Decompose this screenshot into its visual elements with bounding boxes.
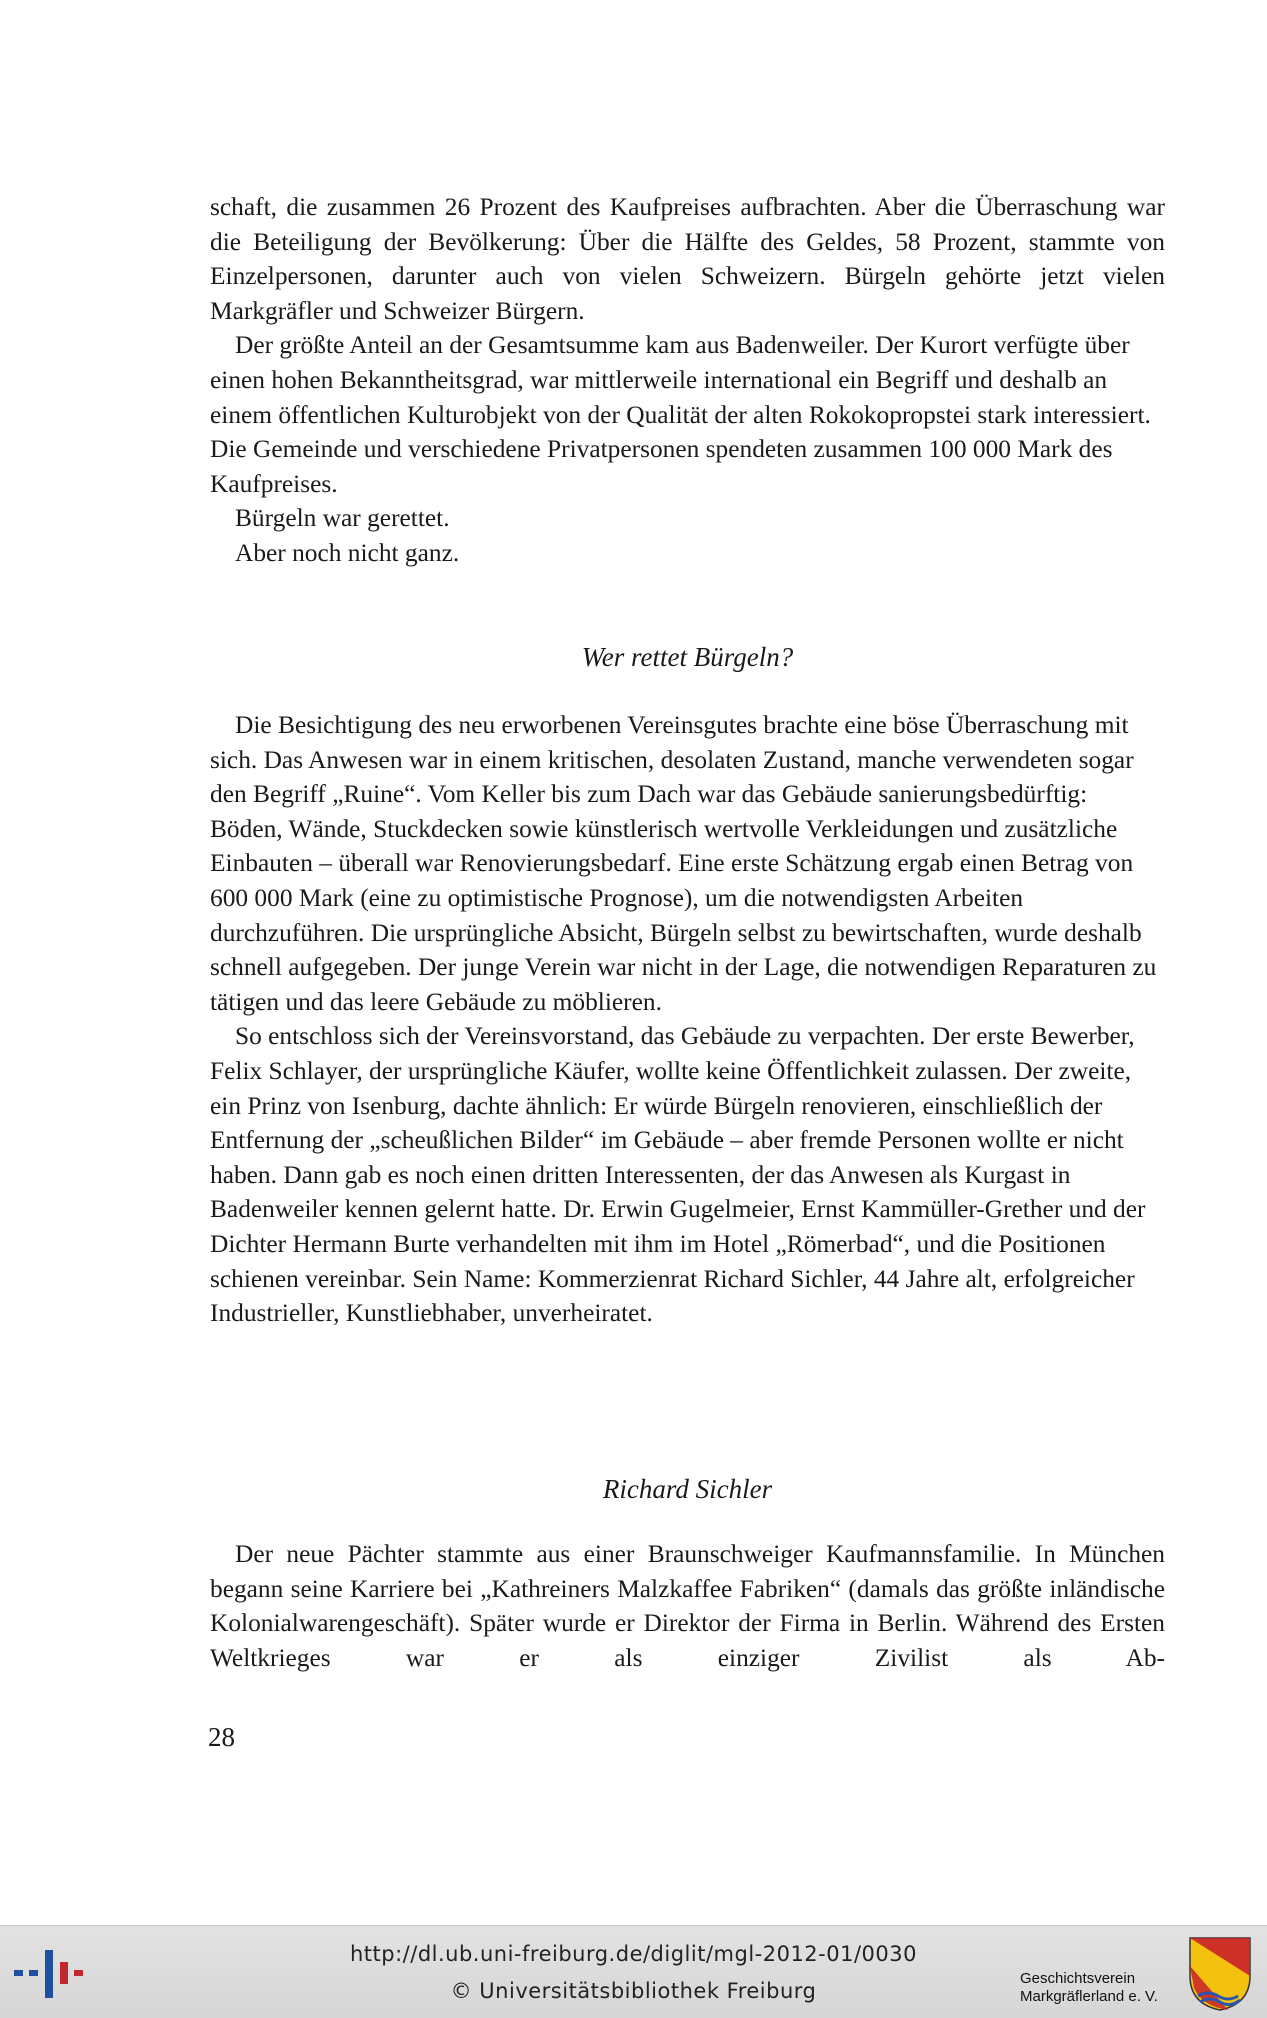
paragraph: Der neue Pächter stammte aus einer Braunschweiger Kaufmannsfamilie. In München begann seine Karriere bei „Kathreiners Malzkaffee Fabriken“ (damals das größte inländische Kolonialwarengeschäft). Später wurde er Direktor der Firma in Berlin. Während des Ersten Weltkrieges war er als einziger Zivilist als Ab- [210,1540,1165,1672]
society-name-line-1: Geschichtsverein [1020,1970,1136,1987]
footer-bar [0,1925,1267,2018]
section-heading: Richard Sichler [602,1474,773,1504]
coat-of-arms-icon [1188,1936,1252,2012]
paragraph: schaft, die zusammen 26 Prozent des Kaufpreises aufbrachten. Aber die Überraschung war die Beteiligung der Bevölkerung: Über die Hälfte des Geldes, 58 Prozent, stammte von Einzelpersonen, darunter auch von vielen Schweizern. Bürgeln gehörte jetzt vielen Markgräfler und Schweizer Bürgern. [210,193,1165,325]
copyright-text: © Universitätsbibliothek Freiburg [450,1979,817,2003]
paragraph: Bürgeln war gerettet. [235,504,450,533]
text-block-2 [210,708,1165,1331]
page-number: 28 [208,1722,235,1752]
text-block-1 [210,190,1165,571]
section-heading: Wer rettet Bürgeln? [581,642,794,672]
paragraph: Die Besichtigung des neu erworbenen Vereinsgutes brachte eine böse Überraschung mit sich. Das Anwesen war in einem kritischen, desolaten Zustand, manche verwendeten sogar den Begriff „Ruine“. Vom Keller bis zum Dach war das Gebäude sanierungsbedürftig: Böden, Wände, Stuckdecken sowie künstlerisch wertvolle Verkleidungen und zusätzliche Einbauten – überall war Renovierungsbedarf. Eine erste Schätzung ergab einen Betrag von 600 000 Mark (eine zu optimistische Prognose), um die notwendigsten Arbeiten durchzuführen. Die ursprüngliche Absicht, Bürgeln selbst zu bewirtschaften, wurde deshalb schnell aufgegeben. Der junge Verein war nicht in der Lage, die notwendigen Reparaturen zu tätigen und das leere Gebäude zu möblieren. [210,711,1157,1016]
text-block-3 [210,1537,1165,1675]
paragraph: Aber noch nicht ganz. [235,538,460,567]
society-name [1020,1970,1158,2006]
paragraph: Der größte Anteil an der Gesamtsumme kam aus Badenweiler. Der Kurort verfügte über einen hohen Bekanntheitsgrad, war mittlerweile international ein Begriff und deshalb an einem öffentlichen Kulturobjekt von der Qualität der alten Rokokopropstei stark interessiert. Die Gemeinde und verschiedene Privatpersonen spendeten zusammen 100 000 Mark des Kaufpreises. [210,331,1151,498]
permalink-url[interactable]: http://dl.ub.uni-freiburg.de/diglit/mgl-2012-01/0030 [349,1942,917,1966]
paragraph: So entschloss sich der Vereinsvorstand, das Gebäude zu verpachten. Der erste Bewerber, Felix Schlayer, der ursprüngliche Käufer, wollte keine Öffentlichkeit zulassen. Der zweite, ein Prinz von Isenburg, dachte ähnlich: Er würde Bürgeln renovieren, einschließlich der Entfernung der „scheußlichen Bilder“ im Gebäude – aber fremde Personen wollte er nicht haben. Dann gab es noch einen dritten Interessenten, der das Anwesen als Kurgast in Badenweiler kennen gelernt hatte. Dr. Erwin Gugelmeier, Ernst Kammüller-Grether und der Dichter Hermann Burte verhandelten mit ihm im Hotel „Römerbad“, und die Positionen schienen vereinbar. Sein Name: Kommerzienrat Richard Sichler, 44 Jahre alt, erfolgreicher Industrieller, Kunstliebhaber, unverheiratet. [210,1022,1146,1328]
society-name-line-2: Markgräflerland e. V. [1020,1988,1158,2005]
